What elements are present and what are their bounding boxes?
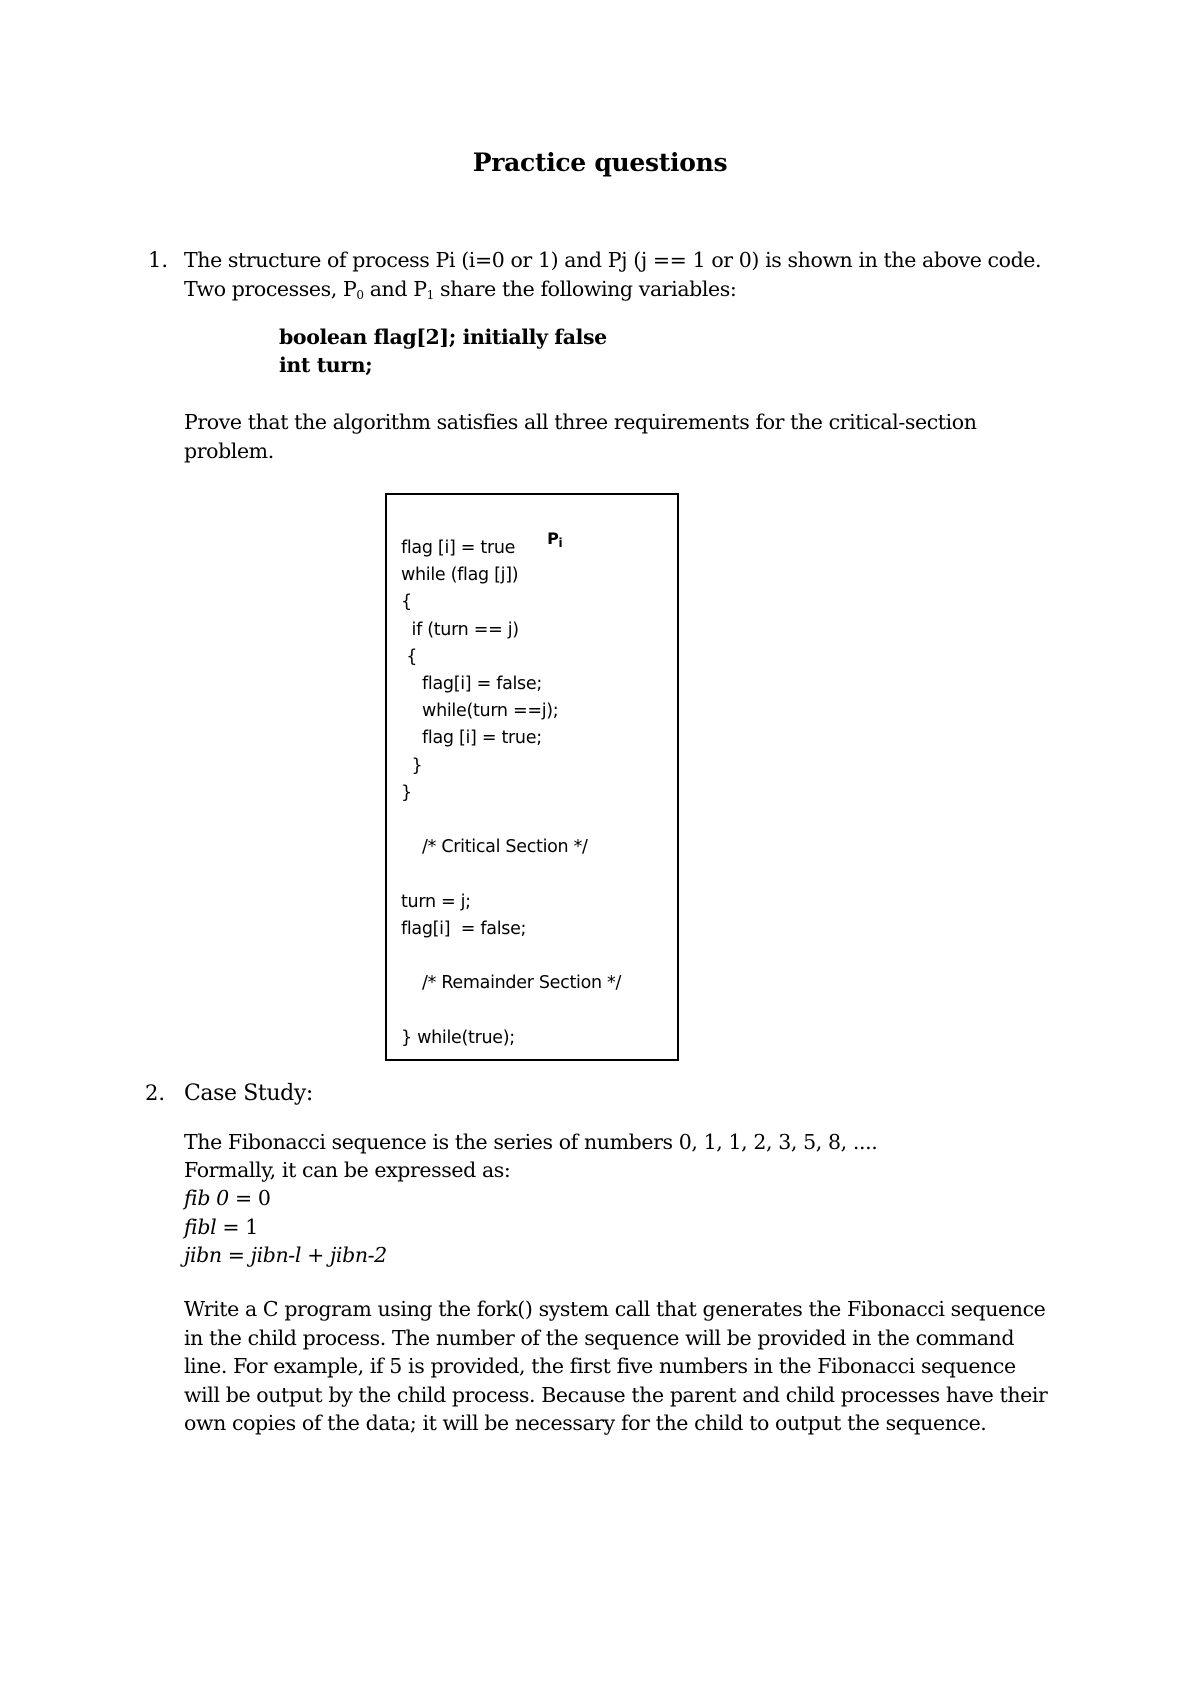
fib-0-term: fib 0 — [184, 1186, 229, 1210]
paragraph-line: own copies of the data; it will be necessary for the child to output the sequence. — [184, 1411, 987, 1435]
p1-subscript: 1 — [426, 288, 434, 302]
q1-line-2 — [184, 277, 736, 301]
q1-prove-line-1: Prove that the algorithm satisfies all three requirements for the critical-section — [184, 410, 977, 434]
code-header-subscript: i — [558, 536, 563, 550]
fib-formally-line: Formally, it can be expressed as: — [184, 1158, 511, 1182]
fib-0-formula — [184, 1186, 270, 1210]
code-header-p: P — [547, 529, 559, 548]
code-line: turn = j; — [401, 891, 471, 912]
fib-intro-line: The Fibonacci sequence is the series of numbers 0, 1, 1, 2, 3, 5, 8, .... — [184, 1130, 878, 1154]
question-2-number: 2. — [145, 1081, 166, 1105]
code-line: /* Critical Section */ — [401, 837, 588, 858]
code-line: while (flag [j]) — [401, 565, 519, 586]
q1-line-1: The structure of process Pi (i=0 or 1) and Pj (j == 1 or 0) is shown in the above code. — [184, 248, 1042, 272]
fib-n-formula: jibn = jibn-l + jibn-2 — [184, 1243, 387, 1267]
code-line: flag [i] = true — [401, 538, 516, 558]
code-line: flag[i] = false; — [401, 918, 527, 939]
code-line: if (turn == j) — [401, 619, 519, 640]
paragraph-line: line. For example, if 5 is provided, the first five numbers in the Fibonacci sequence — [184, 1354, 1016, 1378]
declaration-flag: boolean flag[2]; initially false — [279, 325, 607, 349]
code-line: flag [i] = true; — [401, 728, 542, 749]
q1-line-2-suffix: share the following variables: — [433, 277, 737, 301]
paragraph-line: will be output by the child process. Because the parent and child processes have their — [184, 1382, 1048, 1407]
code-line: flag[i] = false; — [401, 674, 542, 694]
q1-line-2-prefix: Two processes, P — [184, 277, 357, 301]
code-line: } while(true); — [401, 1027, 515, 1048]
fib-0-value: = 0 — [228, 1186, 271, 1210]
code-line: { — [401, 646, 418, 667]
paragraph-line: in the child process. The number of the sequence will be provided in the command — [184, 1325, 1015, 1350]
code-line: } — [401, 782, 412, 803]
fib-1-value: = 1 — [216, 1215, 258, 1239]
code-line: while(turn ==j); — [401, 701, 559, 722]
page-title: Practice questions — [472, 148, 728, 177]
code-line: /* Remainder Section */ — [401, 973, 622, 994]
q1-line-2-mid: and P — [363, 277, 427, 301]
question-1-number: 1. — [148, 248, 169, 272]
fib-1-term: fibl — [184, 1215, 217, 1239]
code-line: } — [401, 755, 423, 776]
fib-1-formula — [184, 1215, 258, 1239]
q1-prove-line-2: problem. — [184, 439, 274, 463]
p0-subscript: 0 — [356, 288, 364, 302]
paragraph-line: Write a C program using the fork() system call that generates the Fibonacci sequence — [184, 1297, 1046, 1321]
declaration-turn: int turn; — [279, 353, 373, 377]
code-line: { — [401, 592, 412, 613]
case-study-heading: Case Study: — [184, 1081, 313, 1106]
code-header — [526, 510, 562, 567]
